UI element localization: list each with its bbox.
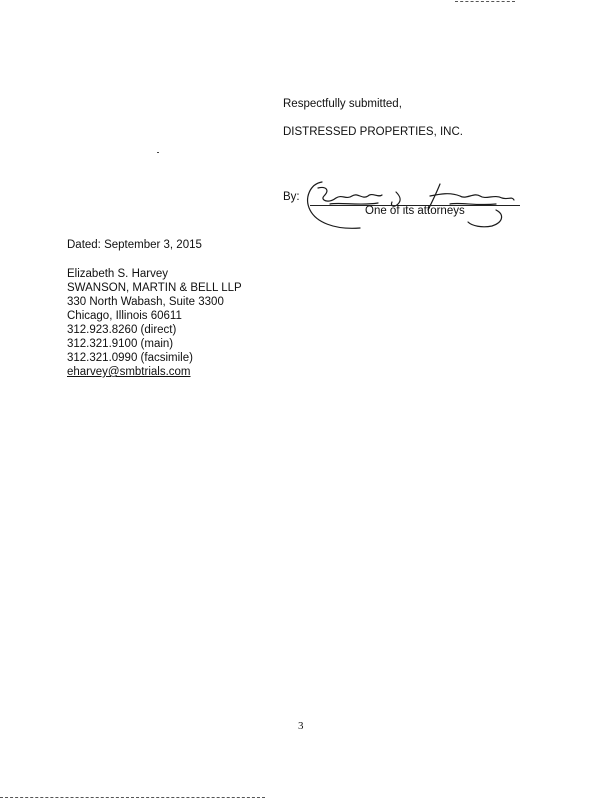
address-line-2: Chicago, Illinois 60611	[67, 310, 182, 322]
phone-direct: 312.923.8260 (direct)	[67, 324, 177, 336]
attorney-name: Elizabeth S. Harvey	[67, 268, 168, 280]
scan-artifact-top	[455, 1, 515, 2]
stray-mark	[157, 152, 159, 153]
email-link[interactable]: eharvey@smbtrials.com	[67, 366, 191, 378]
address-line-1: 330 North Wabash, Suite 3300	[67, 296, 224, 308]
signature-caption: One of its attorneys	[365, 205, 465, 217]
firm-name: SWANSON, MARTIN & BELL LLP	[67, 282, 242, 294]
respectfully-submitted: Respectfully submitted,	[283, 98, 402, 110]
date-line: Dated: September 3, 2015	[67, 239, 202, 251]
phone-fax: 312.321.0990 (facsimile)	[67, 352, 193, 364]
by-label: By:	[283, 191, 300, 203]
phone-main: 312.321.9100 (main)	[67, 338, 174, 350]
scan-artifact-bottom	[0, 797, 265, 798]
company-name: DISTRESSED PROPERTIES, INC.	[283, 126, 463, 138]
page-number: 3	[298, 720, 304, 732]
